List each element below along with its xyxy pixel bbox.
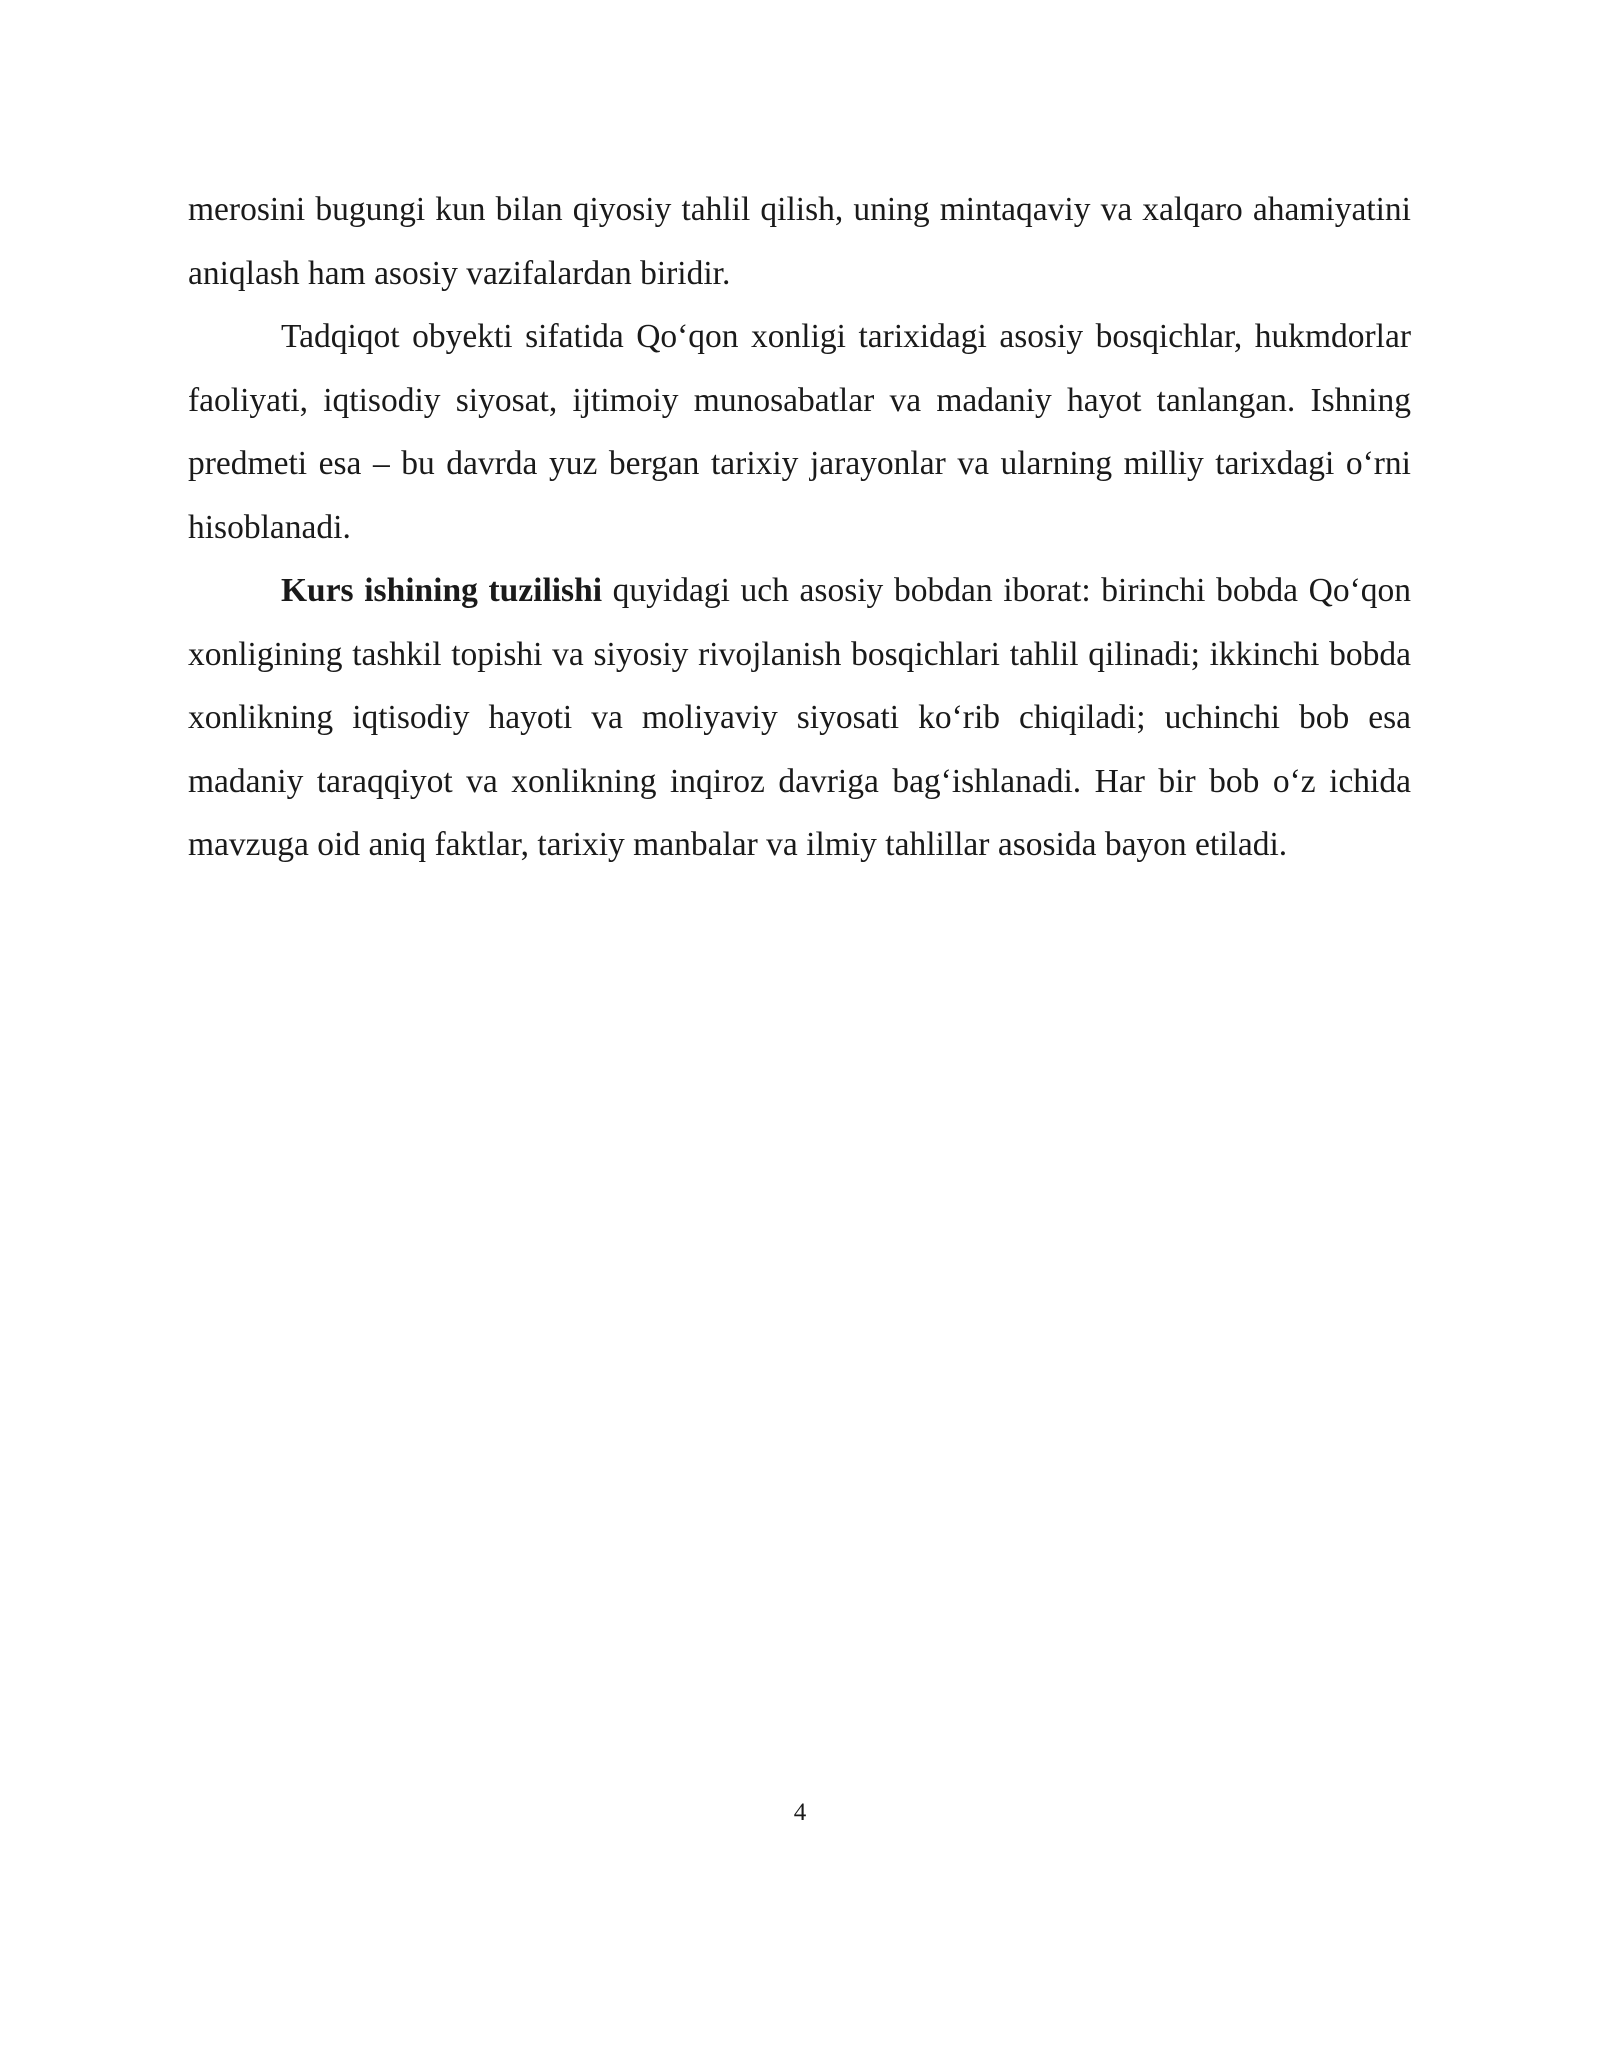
paragraph-continuation: merosini bugungi kun bilan qiyosiy tahlil qilish, uning mintaqaviy va xalqaro ahamiyatini aniqlash ham asosiy vazifalardan biridir.	[188, 191, 1411, 292]
page-number: 4	[793, 1799, 807, 1826]
paragraph-research-object: Tadqiqot obyekti sifatida Qo‘qon xonligi tarixidagi asosiy bosqichlar, hukmdorlar faoliyati, iqtisodiy siyosat, ijtimoiy munosabatlar va madaniy hayot tanlangan. Ishning predmeti esa – bu davrda yuz bergan tarixiy jarayonlar va ularning milliy tarixdagi o‘rni hisoblanadi.	[188, 318, 1411, 546]
body-text	[188, 178, 1411, 877]
paragraph-structure	[188, 559, 1411, 877]
paragraph-structure-text: quyidagi uch asosiy bobdan iborat: birinchi bobda Qo‘qon xonligining tashkil topishi va siyosiy rivojlanish bosqichlari tahlil qilinadi; ikkinchi bobda xonlikning iqtisodiy hayoti va moliyaviy siyosati ko‘rib chiqiladi; uchinchi bob esa madaniy taraqqiyot va xonlikning inqiroz davriga bag‘ishlanadi. Har bir bob o‘z ichida mavzuga oid aniq faktlar, tarixiy manbalar va ilmiy tahlillar asosida bayon etiladi.	[188, 572, 1411, 863]
bold-lead-phrase: Kurs ishining tuzilishi	[281, 572, 603, 609]
